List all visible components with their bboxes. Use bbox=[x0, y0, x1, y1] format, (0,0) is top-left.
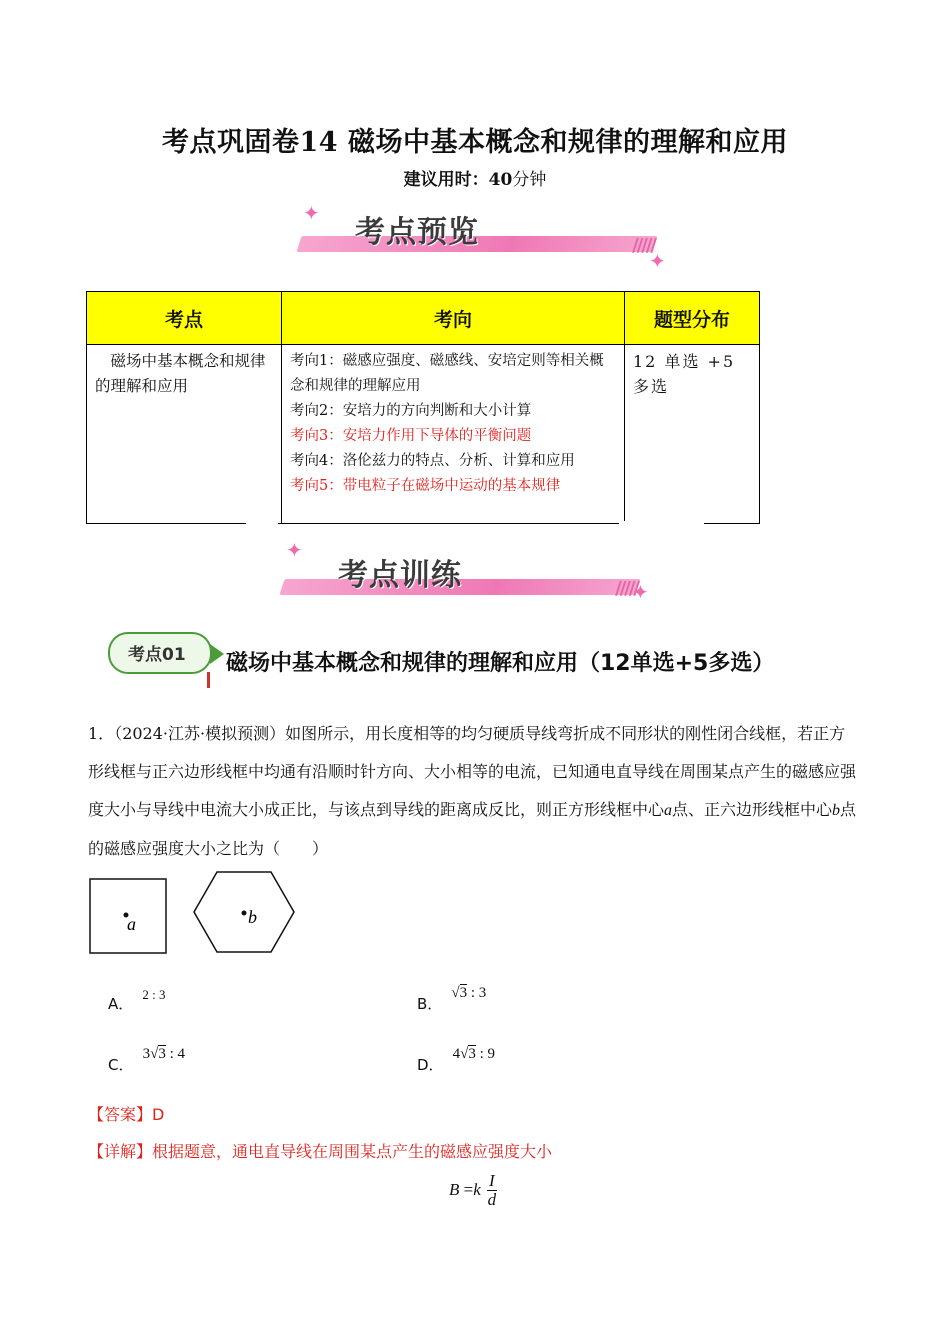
option-root: 3 bbox=[468, 1046, 476, 1062]
table-cell-distribution: 12 单选 +5 多选 bbox=[625, 345, 760, 524]
hexagon-center-dot bbox=[242, 911, 247, 916]
question-text: 点、正六边形线框中心 bbox=[672, 800, 833, 819]
suggested-time-label: 建议用时： bbox=[403, 170, 489, 190]
option-coef: 4 bbox=[452, 1046, 461, 1062]
formula-fraction bbox=[487, 1172, 497, 1209]
table-cell-directions bbox=[282, 345, 625, 524]
var-b: b bbox=[832, 802, 841, 819]
suggested-time bbox=[0, 165, 950, 190]
banner-training bbox=[268, 538, 668, 618]
formula-denominator: d bbox=[487, 1190, 497, 1209]
option-letter: D． bbox=[417, 1056, 444, 1074]
direction-item-highlight: 考向5：带电粒子在磁场中运动的基本规律 bbox=[290, 478, 561, 494]
option-d[interactable] bbox=[417, 1046, 496, 1075]
table-header-topic: 考点 bbox=[87, 292, 282, 345]
banner-slashes: ///// bbox=[615, 578, 638, 599]
sparkle-icon: ✦ bbox=[303, 201, 320, 225]
overview-table bbox=[86, 291, 760, 524]
option-coef: 3 bbox=[142, 1046, 151, 1062]
banner-slashes: ///// bbox=[632, 235, 655, 256]
sqrt-icon: √ bbox=[451, 985, 460, 1001]
section-badge-text: 考点01 bbox=[128, 645, 186, 665]
option-a[interactable] bbox=[108, 987, 166, 1014]
answer-label: 【答案】 bbox=[88, 1105, 153, 1124]
banner-preview bbox=[285, 201, 685, 275]
option-value bbox=[143, 1046, 185, 1062]
banner-preview-text: 考点预览 bbox=[355, 215, 479, 250]
table-cell-topic: 磁场中基本概念和规律的理解和应用 bbox=[87, 345, 282, 524]
option-root: 3 bbox=[158, 1046, 166, 1062]
option-letter: B． bbox=[417, 995, 443, 1013]
answer-value: D bbox=[152, 1105, 165, 1124]
option-root: 3 bbox=[459, 985, 468, 1001]
question-text: 点的磁感应强度大小之比为（ ） bbox=[88, 800, 857, 858]
option-ratio: : 3 bbox=[467, 985, 487, 1001]
detail-line bbox=[88, 1139, 552, 1162]
section-heading: 磁场中基本概念和规律的理解和应用（12单选+5多选） bbox=[226, 651, 775, 676]
sparkle-icon: ✦ bbox=[632, 580, 649, 604]
square-center-label: a bbox=[127, 914, 136, 934]
page-title: 考点巩固卷14 磁场中基本概念和规律的理解和应用 bbox=[162, 127, 788, 158]
question-1 bbox=[88, 715, 860, 868]
table-page-break bbox=[246, 521, 278, 527]
formula-lhs: B bbox=[449, 1180, 460, 1199]
arrow-right-icon bbox=[210, 644, 224, 664]
option-ratio: : 9 bbox=[475, 1046, 496, 1062]
direction-item: 考向2：安培力的方向判断和大小计算 bbox=[290, 403, 532, 419]
hexagon-center-label: b bbox=[248, 907, 257, 927]
formula-numerator: I bbox=[489, 1171, 495, 1190]
sparkle-icon: ✦ bbox=[286, 538, 303, 562]
section-badge bbox=[108, 632, 212, 674]
direction-item-highlight: 考向3：安培力作用下导体的平衡问题 bbox=[290, 428, 532, 444]
option-value bbox=[451, 985, 486, 1001]
sqrt-icon: √ bbox=[460, 1046, 469, 1062]
table-header-direction: 考向 bbox=[282, 292, 625, 345]
option-c[interactable] bbox=[108, 1046, 185, 1075]
direction-item: 考向1：磁感应强度、磁感线、安培定则等相关概念和规律的理解应用 bbox=[290, 353, 604, 394]
option-value: 2 : 3 bbox=[142, 987, 166, 1002]
suggested-time-unit: 分钟 bbox=[512, 170, 547, 190]
table-header-distribution: 题型分布 bbox=[625, 292, 760, 345]
option-value bbox=[453, 1046, 495, 1062]
answer-line bbox=[88, 1102, 164, 1125]
sparkle-icon: ✦ bbox=[649, 249, 666, 273]
option-letter: A． bbox=[108, 995, 134, 1013]
option-letter: C． bbox=[108, 1056, 134, 1074]
detail-label: 【详解】 bbox=[88, 1142, 153, 1161]
var-a: a bbox=[664, 802, 673, 819]
suggested-time-value: 40 bbox=[488, 170, 513, 190]
figure-frames bbox=[86, 868, 301, 960]
direction-item: 考向4：洛伦兹力的特点、分析、计算和应用 bbox=[290, 453, 575, 469]
option-ratio: : 4 bbox=[165, 1046, 185, 1062]
sqrt-icon: √ bbox=[150, 1046, 159, 1062]
detail-text: 根据题意，通电直导线在周围某点产生的磁感应强度大小 bbox=[152, 1142, 553, 1161]
banner-training-text: 考点训练 bbox=[338, 558, 462, 593]
table-page-break bbox=[619, 521, 704, 527]
question-text: 如图所示，用长度相等的均匀硬质导线弯折成不同形状的刚性闭合线框，若正方形线框与正六边形线框中均通有沿顺时针方向、大小相等的电流，已知通电直导线在周围某点产生的磁感应强度大小与导线中电流大小成正比，与该点到导线的距离成反比，则正方形线框中心 bbox=[88, 724, 857, 819]
formula-k: k bbox=[473, 1180, 481, 1199]
question-source: （2024·江苏·模拟预测） bbox=[114, 724, 286, 743]
option-b[interactable] bbox=[417, 985, 487, 1014]
formula-b bbox=[449, 1172, 497, 1209]
badge-tick bbox=[207, 672, 210, 688]
formula-eq: = bbox=[459, 1180, 474, 1199]
question-number: 1． bbox=[88, 724, 115, 743]
